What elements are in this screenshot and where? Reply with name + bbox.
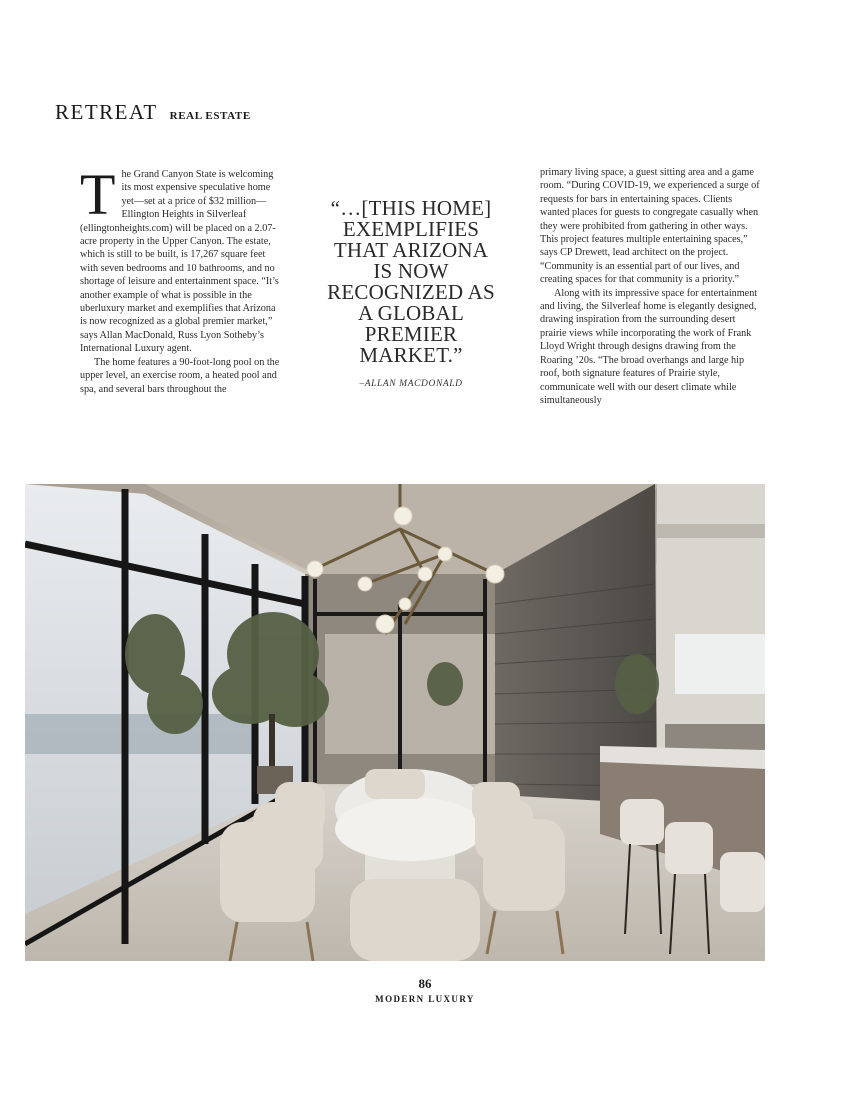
article-paragraph: The home features a 90-foot-long pool on the upper level, an exercise room, a heated pool and spa, and several bars throughout the [80,356,280,395]
pull-quote [326,198,496,389]
article-column-right [540,166,760,407]
section-subtitle: REAL ESTATE [169,110,251,122]
page-number: 86 [418,976,432,991]
section-title: RETREAT [55,100,158,124]
dining-room-illustration [25,484,765,961]
article-paragraph: primary living space, a guest sitting area and a game room. “During COVID-19, we experienced a surge of requests for bars in entertaining spaces. Clients wanted places for guests to congregate casually when they were prohibited from gathering in other ways. This project features multiple entertaining spaces,” says CP Drewett, lead architect on the project. “Community is an essential part of our lives, and creating spaces for that community is a priority.” [540,167,760,286]
article-column-left [80,162,280,396]
pull-quote-text: “…[THIS HOME] EXEMPLIFIES THAT ARIZONA IS NOW RECOGNIZED AS A GLOBAL PREMIER MARKET.” [327,196,495,367]
dining-room-photo [25,484,765,961]
pull-quote-attribution: –ALLAN MACDONALD [359,379,463,389]
article-paragraph: Along with its impressive space for entertainment and living, the Silverleaf home is elegantly designed, drawing inspiration from the surrounding desert prairie views while incorporating the work of Frank Lloyd Wright through designs drawing from the Roaring ’20s. “The broad overhangs and large hip roof, both signature features of Prairie style, communicate well with our desert climate while simultaneously [540,287,758,406]
page-header [55,100,251,125]
magazine-name: MODERN LUXURY [375,994,475,1004]
article-paragraph [80,162,280,356]
paragraph-text: he Grand Canyon State is welcoming its most expensive speculative home yet—set at a price of $32 million—Ellington Heights in Silverleaf (ellingtonheights.com) will be placed on a 2.07-acre property in the Upper Canyon. The estate, which is still to be built, is 17,267 square feet with seven bedrooms and 10 bathrooms, and no shortage of leisure and entertainment space. “It’s another example of what is possible in the uberluxury market and exemplifies that Arizona is now recognized as a global premier market,” says Allan MacDonald, Russ Lyon Sotheby’s International Luxury agent. [80,169,279,355]
page-footer [0,976,850,1004]
drop-cap: T [80,162,116,227]
